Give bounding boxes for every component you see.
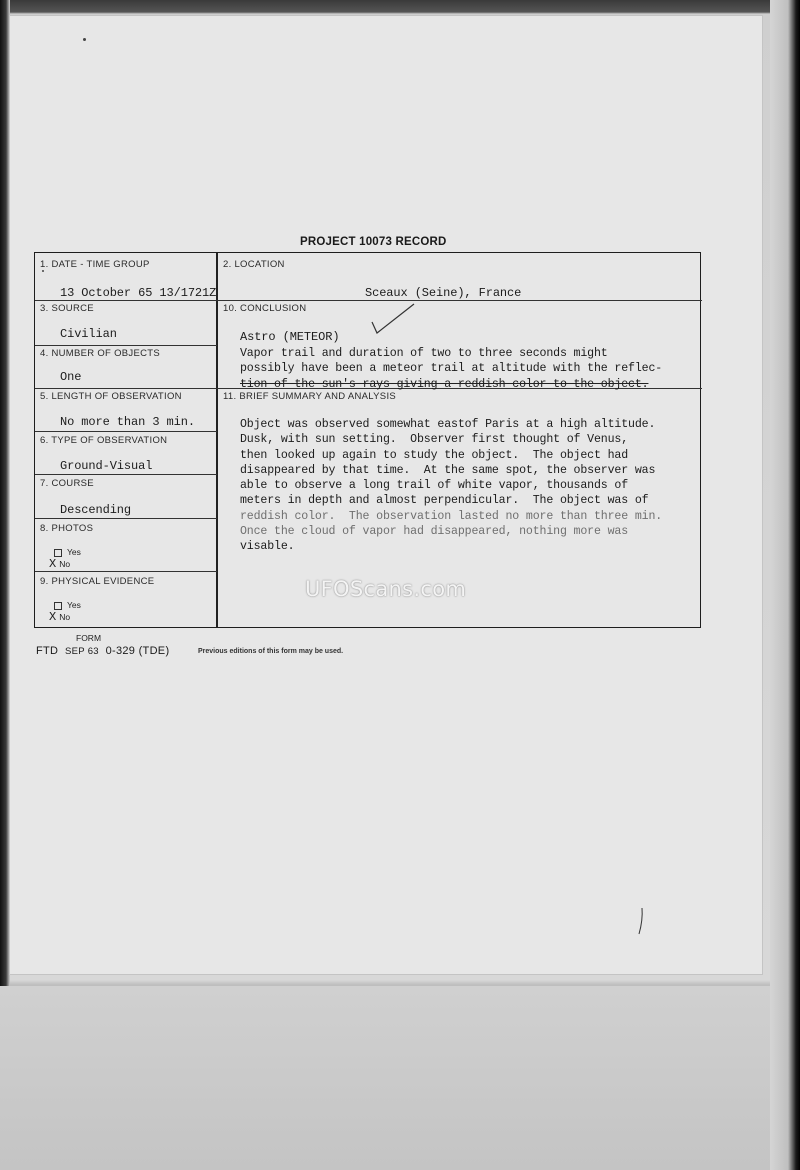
form-title: PROJECT 10073 RECORD xyxy=(300,236,447,248)
row-divider xyxy=(35,518,217,519)
course-label: 7. COURSE xyxy=(40,478,94,489)
form-id: FTD xyxy=(36,645,59,657)
form-date: SEP 63 xyxy=(65,646,99,657)
watermark: UFOScans.com xyxy=(305,577,467,601)
summary-line: then looked up again to study the object. The object had xyxy=(240,448,629,462)
photos-yes-option xyxy=(54,547,81,557)
row-divider xyxy=(35,345,217,346)
lower-page xyxy=(0,986,770,1170)
photos-no-label: No xyxy=(59,559,71,569)
photos-no-option xyxy=(49,557,70,571)
length-label: 5. LENGTH OF OBSERVATION xyxy=(40,391,182,402)
summary-line: Dusk, with sun setting. Observer first thought of Venus, xyxy=(240,433,629,447)
summary-line: Object was observed somewhat eastof Paris at a high altitude. xyxy=(240,418,656,431)
row-divider xyxy=(35,571,217,572)
conclusion-text xyxy=(240,346,662,392)
type-label: 6. TYPE OF OBSERVATION xyxy=(40,435,168,446)
checked-x-icon: X xyxy=(49,610,57,624)
scan-speck xyxy=(83,38,86,41)
checkbox-icon xyxy=(54,602,62,610)
source-label: 3. SOURCE xyxy=(40,303,94,314)
date-value: 13 October 65 13/1721Z xyxy=(60,286,217,300)
course-value: Descending xyxy=(60,503,132,517)
evidence-no-option xyxy=(49,610,70,624)
summary-line: reddish color. The observation lasted no more than three min. xyxy=(240,509,663,523)
location-value: Sceaux (Seine), France xyxy=(365,286,522,300)
footer-note: Previous editions of this form may be used. xyxy=(198,648,344,655)
footer-form-id xyxy=(36,645,169,657)
conclusion-label: 10. CONCLUSION xyxy=(223,303,307,314)
summary-line: able to observe a long trail of white vapor, thousands of xyxy=(240,479,629,493)
summary-label: 11. BRIEF SUMMARY AND ANALYSIS xyxy=(223,391,397,402)
photos-yes-label: Yes xyxy=(67,547,81,557)
evidence-yes-label: Yes xyxy=(67,600,81,610)
conclusion-line: tion of the sun's rays giving a reddish color to the object. xyxy=(240,377,649,391)
scan-right-edge xyxy=(770,0,800,1170)
handwritten-checkmark-icon xyxy=(370,300,418,340)
summary-line: Once the cloud of vapor had disappeared, nothing more was xyxy=(240,525,629,539)
photos-label: 8. PHOTOS xyxy=(40,523,94,534)
form-number: 0-329 (TDE) xyxy=(105,645,170,657)
conclusion-line: Vapor trail and duration of two to three seconds might xyxy=(240,347,608,360)
row-divider xyxy=(35,300,702,301)
summary-line: visable. xyxy=(240,540,295,554)
pen-mark-icon xyxy=(636,906,646,936)
evidence-label: 9. PHYSICAL EVIDENCE xyxy=(40,576,155,587)
row-divider xyxy=(35,431,217,432)
row-divider xyxy=(35,474,217,475)
summary-text xyxy=(240,417,662,555)
summary-line: disappeared by that time. At the same spot, the observer was xyxy=(240,463,656,477)
num-objects-value: One xyxy=(60,370,82,384)
type-value: Ground-Visual xyxy=(60,459,153,473)
conclusion-value: Astro (METEOR) xyxy=(240,330,340,344)
checkbox-icon xyxy=(54,549,62,557)
evidence-yes-option xyxy=(54,600,81,610)
source-value: Civilian xyxy=(60,327,117,341)
evidence-no-label: No xyxy=(59,612,71,622)
checked-x-icon: X xyxy=(49,557,57,571)
location-label: 2. LOCATION xyxy=(223,259,285,270)
conclusion-line: possibly have been a meteor trail at altitude with the reflec- xyxy=(240,362,663,376)
summary-line: meters in depth and almost perpendicular. The object was of xyxy=(240,494,649,508)
num-objects-label: 4. NUMBER OF OBJECTS xyxy=(40,348,161,359)
date-label: 1. DATE - TIME GROUP xyxy=(40,259,150,270)
footer-form-word: FORM xyxy=(76,633,102,643)
length-value: No more than 3 min. xyxy=(60,415,195,429)
record-form xyxy=(34,252,701,628)
